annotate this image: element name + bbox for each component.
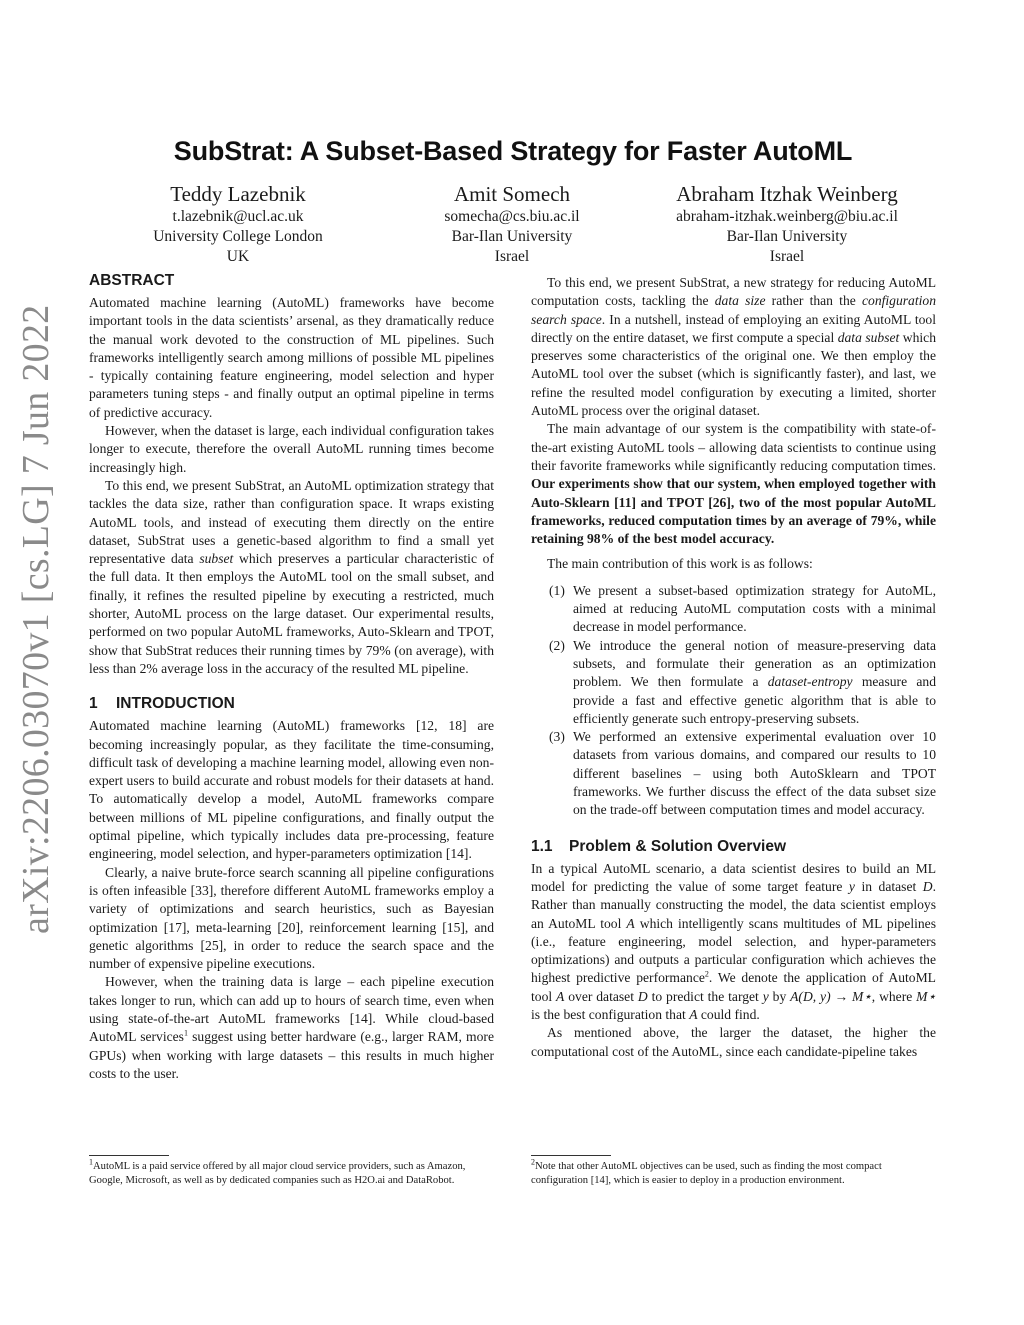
- intro-paragraph: Automated machine learning (AutoML) frameworks [12, 18] are becoming increasingly popular, as they facilitate the time-consuming, difficult task of developing a machine learning model, allowing even non-expert users to build accurate and robust models for their datasets at hand. To automatically develop a model, AutoML frameworks compare between millions of ML pipeline configurations, and finally output the optimal pipeline, which typically includes data pre-processing, feature engineering, model selection, and hyper-parameters optimization [14].: [89, 718, 494, 862]
- author-email: somecha@cs.biu.ac.il: [444, 208, 580, 225]
- author-block-2: [362, 181, 662, 267]
- math-expression: A(D, y) → M⋆: [790, 988, 872, 1004]
- contributions-lead: The main contribution of this work is as follows:: [547, 556, 813, 572]
- footnote-rule: [89, 1155, 169, 1156]
- author-affiliation: Bar-Ilan University: [451, 228, 573, 245]
- author-name: Teddy Lazebnik: [170, 182, 306, 206]
- subsection-heading: [531, 836, 936, 858]
- author-name: Abraham Itzhak Weinberg: [676, 182, 898, 206]
- contribution-item: (1) We present a subset-based optimization strategy for AutoML, aimed at reducing AutoML computation costs with a minimal decrease in model performance.: [549, 582, 936, 635]
- abstract-paragraph: To this end, we present SubStrat, an AutoML optimization strategy that tackles the data size, rather than configuration space. It wraps existing AutoML tools, and instead of executing them directly on the entire dataset, SubStrat uses a genetic-based algorithm to find a small yet representative data subset which preserves a particular characteristic of the full data. It then employs the AutoML tool on the small subset, and finally, it refines the resulted pipeline by executing a restricted, much shorter, AutoML process on the large dataset. Our experimental results, performed on two popular AutoML frameworks, Auto-Sklearn and TPOT, show that SubStrat reduces their running times by 79% (on average), with less than 2% average loss in the accuracy of the resulted ML pipeline.: [89, 477, 495, 676]
- intro-paragraph: Clearly, a naive brute-force search scanning all pipeline configurations is often infeasible [33], therefore different AutoML frameworks employ a variety of optimizations and search heuristics, such as Bayesian optimization [17], meta-learning [20], reinforcement learning [15], and genetic algorithms [25], in order to reduce the search space and the number of expensive pipeline executions.: [89, 864, 494, 972]
- emphasis: subset: [199, 551, 234, 567]
- arxiv-side-banner: [10, 304, 62, 934]
- author-affiliation: University College London: [153, 228, 323, 245]
- footnote-number: 1: [89, 1157, 93, 1167]
- author-email: t.lazebnik@ucl.ac.uk: [172, 208, 304, 225]
- author-country: Israel: [769, 248, 805, 265]
- section-title: Problem & Solution Overview: [569, 837, 787, 855]
- footnote-2: $^2$Note that other AutoML objectives can be used, such as finding the most compact configuration [14], which is easier to deploy in a production environment.: [531, 1157, 882, 1186]
- intro-paragraph: However, when the training data is large – each pipeline execution takes longer to run, which can add up to hours of search time, even when using state-of-the-art AutoML frameworks [14]. While cloud-based AutoML services$^1$ suggest using better hardware (e.g., larger RAM, more GPUs) when working with large datasets – this results in much higher costs to the user.: [89, 974, 494, 1081]
- author-country: UK: [226, 248, 250, 265]
- section-number: 1: [89, 695, 98, 713]
- abstract-paragraph: Automated machine learning (AutoML) frameworks have become important tools in the data scientists’ arsenal, as they dramatically reduce the manual work devoted to the construction of ML pipelines. Such frameworks intelligently search among millions of possible ML pipelines - typically containing feature engineering, model selection and hyper parameters tuning steps - and finally output an optimal pipeline in terms of predictive accuracy.: [89, 295, 494, 420]
- author-affiliation: Bar-Ilan University: [726, 228, 848, 245]
- bold-claim: Our experiments show that our system, when employed together with Auto-Sklearn [11] and TPOT [26], two of the most popular AutoML frameworks, reduced computation times by an average of 79%, while retaining 98% of the best model accuracy.: [531, 476, 936, 547]
- footnote-rule: [531, 1155, 611, 1156]
- arxiv-id-label: arXiv:2206.03070v1 [cs.LG] 7 Jun 2022: [15, 304, 57, 934]
- section-title: INTRODUCTION: [116, 695, 235, 713]
- right-column: [531, 274, 936, 1061]
- left-column: [89, 270, 494, 1083]
- list-number: (1): [549, 582, 565, 598]
- author-block-3: [637, 181, 937, 267]
- abstract-paragraph: However, when the dataset is large, each individual configuration takes longer to execute, therefore the overall AutoML running times become increasingly high.: [89, 423, 494, 475]
- list-number: (2): [549, 637, 565, 653]
- author-country: Israel: [494, 248, 530, 265]
- paper-title: SubStrat: A Subset-Based Strategy for Faster AutoML: [173, 136, 853, 166]
- contribution-item: (3) We performed an extensive experimental evaluation over 10 datasets from various domains, and compared our results to 10 different baselines – using both AutoSklearn and TPOT frameworks. We further discuss the effect of the data subset size on the trade-off between computation times and model accuracy.: [549, 729, 936, 818]
- footnote-marker: 2: [704, 969, 709, 979]
- section-number: 1.1: [531, 837, 553, 855]
- footnote-1: $^1$AutoML is a paid service offered by all major cloud service providers, such as Amazon, Google, Microsoft, as well as by dedicated companies such as H2O.ai and DataRobot.: [89, 1157, 466, 1186]
- contributions-list: [531, 582, 936, 820]
- contribution-item: (2) We introduce the general notion of measure-preserving data subsets, and formulate their generation as an optimization problem. We then formulate a dataset-entropy measure and provide a fast and effective genetic algorithm that is able to efficiently generate such entropy-preserving subsets.: [549, 637, 936, 726]
- intro-paragraph: To this end, we present SubStrat, a new strategy for reducing AutoML computation costs, tackling the data size rather than the configuration search space. In a nutshell, instead of employing an exiting AutoML tool directly on the entire dataset, we first compute a special data subset which preserves some characteristics of the original one. We then employ the AutoML tool over the subset (which is significantly faster), and last, we refine the resulted model configuration by executing a limited, shorter AutoML process over the original dataset.: [531, 275, 936, 419]
- list-number: (3): [549, 729, 565, 745]
- footnote-marker: 1: [183, 1028, 188, 1038]
- author-name: Amit Somech: [453, 182, 571, 206]
- author-block-1: [88, 181, 388, 267]
- footnote-number: 2: [531, 1157, 535, 1167]
- body-paragraph: As mentioned above, the larger the dataset, the higher the computational cost of the AutoML, since each candidate-pipeline takes: [531, 1025, 936, 1059]
- author-email: abraham-itzhak.weinberg@biu.ac.il: [676, 208, 898, 225]
- abstract-heading: ABSTRACT: [89, 272, 175, 289]
- body-paragraph: In a typical AutoML scenario, a data scientist desires to build an ML model for predicting the value of some target feature y in dataset D. Rather than manually constructing the model, the data scientist employs an AutoML tool A which intelligently scans multitudes of ML pipelines (i.e., feature engineering, model selection, and hyper-parameters optimizations) and outputs a particular configuration which achieves the highest predictive performance$^2$. We denote the application of AutoML tool A over dataset D to predict the target y by A(D, y) → M⋆, where M⋆ is the best configuration that A could find.: [531, 860, 937, 1022]
- section-heading-introduction: [89, 693, 494, 715]
- intro-paragraph: The main advantage of our system is the compatibility with state-of-the-art existing AutoML tools – allowing data scientists to continue using their favorite frameworks while significantly reducing computation times. Our experiments show that our system, when employed together with Auto-Sklearn [11] and TPOT [26], two of the most popular AutoML frameworks, reduced computation times by an average of 79%, while retaining 98% of the best model accuracy.: [531, 421, 936, 547]
